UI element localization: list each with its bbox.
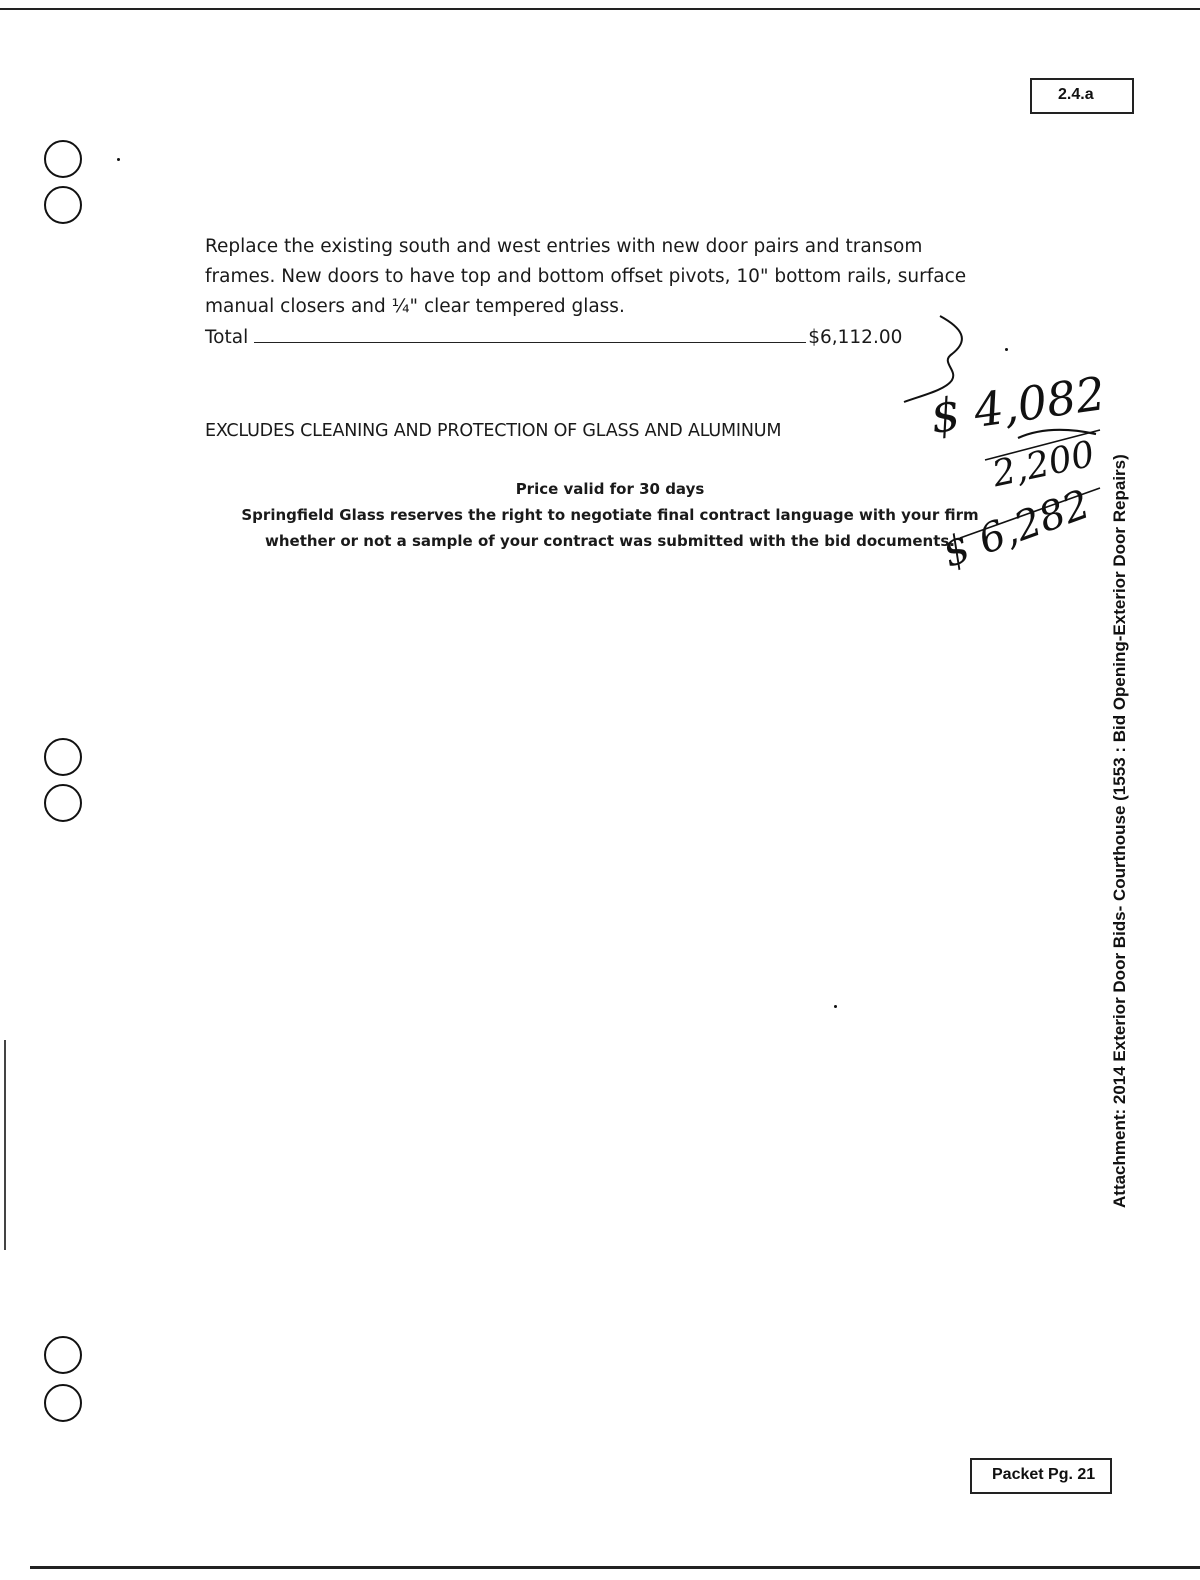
- binder-hole-3: [44, 738, 82, 776]
- handwritten-amount-1: $ 4,082: [927, 366, 1109, 444]
- packet-page-number: Packet Pg. 21: [992, 1466, 1096, 1483]
- binder-hole-4: [44, 784, 82, 822]
- binder-hole-2: [44, 186, 82, 224]
- attachment-label: Attachment: 2014 Exterior Door Bids- Courthouse (1553 : Bid Opening-Exterior Door Repairs): [1110, 454, 1129, 1208]
- top-border-line: [0, 8, 1200, 10]
- price-validity: Price valid for 30 days: [515, 480, 705, 498]
- description-line-3: manual closers and ¼" clear tempered glass.: [205, 296, 625, 317]
- speck: [117, 158, 120, 161]
- terms-line-2: whether or not a sample of your contract was submitted with the bid documents.: [265, 532, 955, 550]
- handwritten-amount-2: 2,200: [988, 433, 1099, 496]
- scope-description: [205, 232, 1045, 322]
- terms-block: [200, 476, 1020, 554]
- binder-hole-1: [44, 140, 82, 178]
- binder-hole-6: [44, 1384, 82, 1422]
- description-line-2: frames. New doors to have top and bottom offset pivots, 10" bottom rails, surface: [205, 266, 967, 287]
- left-edge-mark: [4, 1040, 6, 1250]
- agenda-item-number: 2.4.a: [1058, 86, 1094, 103]
- speck: [834, 1005, 837, 1008]
- total-fill-line: [254, 322, 806, 343]
- binder-hole-5: [44, 1336, 82, 1374]
- total-row: [205, 322, 902, 353]
- agenda-item-tag: [1030, 78, 1134, 114]
- terms-line-1: Springfield Glass reserves the right to negotiate final contract language with your firm: [241, 506, 979, 524]
- total-amount: $6,112.00: [808, 327, 903, 348]
- handwritten-amount-3: $ 6,282: [936, 481, 1096, 577]
- packet-page-tag: [970, 1458, 1112, 1494]
- exclusions-note: EXCLUDES CLEANING AND PROTECTION OF GLASS AND ALUMINUM: [205, 421, 782, 441]
- bottom-border-line: [30, 1566, 1200, 1569]
- total-label: Total: [205, 327, 249, 348]
- description-line-1: Replace the existing south and west entries with new door pairs and transom: [205, 236, 923, 257]
